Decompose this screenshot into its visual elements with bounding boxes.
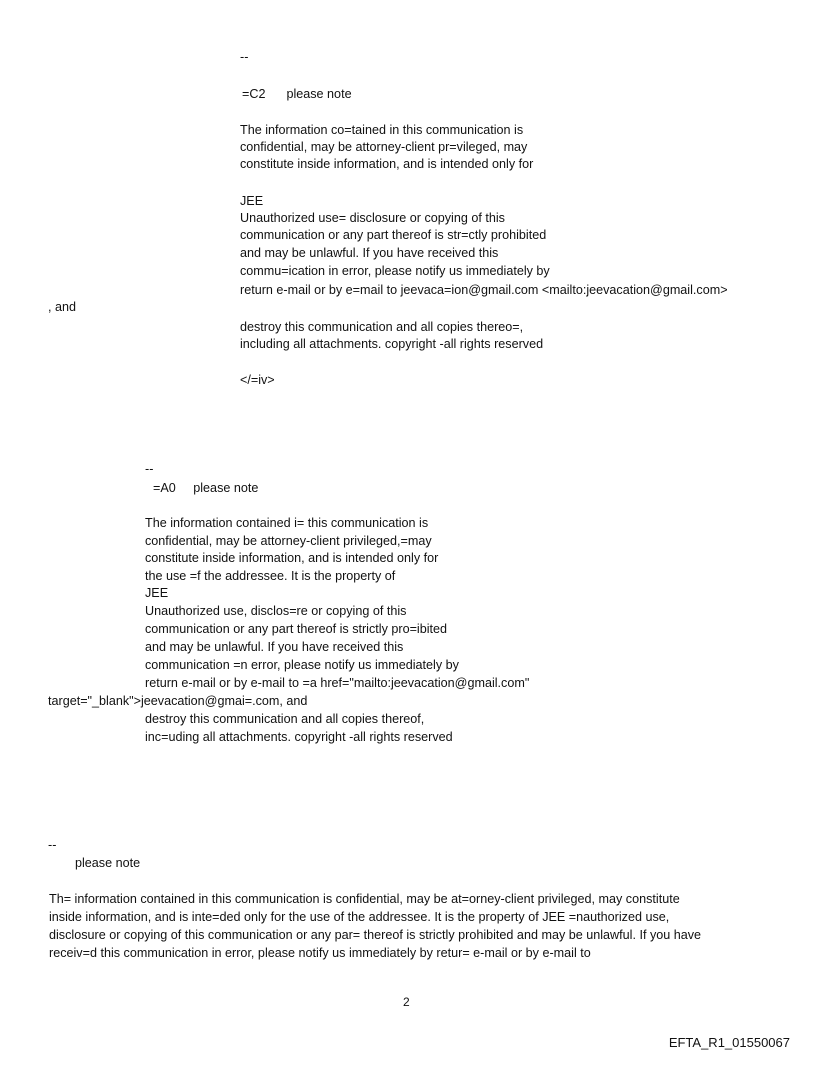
page-number: 2: [403, 995, 410, 1009]
notice-text-line: The information co=tained in this communication is: [240, 123, 524, 137]
notice-text-line: return e-mail or by e-mail to =a href="mailto:jeevacation@gmail.com": [145, 676, 530, 690]
document-id-footer: EFTA_R1_01550067: [668, 1035, 790, 1050]
notice-heading: please note: [75, 856, 141, 870]
notice-text-line: JEE: [240, 194, 264, 208]
separator-dashes: --: [240, 50, 249, 64]
separator-dashes: --: [48, 838, 57, 852]
notice-text-line: and may be unlawful. If you have received this: [145, 640, 404, 654]
notice-text-line: destroy this communication and all copies thereo=,: [240, 320, 524, 334]
notice-text-line: receiv=d this communication in error, please notify us immediately by retur= e-mail or by e-mail to: [49, 946, 591, 960]
notice-text-line: communication or any part thereof is str=ctly prohibited: [240, 228, 547, 242]
notice-text-line: communication or any part thereof is strictly pro=ibited: [145, 622, 448, 636]
notice-wrap-line: , and: [48, 300, 77, 314]
notice-text-line: and may be unlawful. If you have received this: [240, 246, 499, 260]
notice-text-line: constitute inside information, and is intended only for: [145, 551, 439, 565]
notice-text-line: inside information, and is inte=ded only for the use of the addressee. It is the property of JEE =nauthorized use,: [49, 910, 670, 924]
notice-text-line: JEE: [145, 586, 169, 600]
notice-text-line: the use =f the addressee. It is the property of: [145, 569, 396, 583]
notice-text-line: constitute inside information, and is intended only for: [240, 157, 534, 171]
notice-wrap-line: target="_blank">jeevacation@gmai=.com, and: [48, 694, 308, 708]
notice-text-line: inc=uding all attachments. copyright -all rights reserved: [145, 730, 453, 744]
notice-text-line: disclosure or copying of this communication or any par= thereof is strictly prohibited and may be unlawful. If you have: [49, 928, 702, 942]
notice-text-line: The information contained i= this communication is: [145, 516, 429, 530]
notice-text-line: commu=ication in error, please notify us immediately by: [240, 264, 550, 278]
notice-heading: =C2 please note: [242, 87, 352, 101]
notice-text-line: confidential, may be attorney-client pr=vileged, may: [240, 140, 528, 154]
notice-text-line: return e-mail or by e=mail to jeevaca=ion@gmail.com <mailto:jeevacation@gmail.com>: [240, 283, 728, 297]
notice-text-line: Unauthorized use, disclos=re or copying of this: [145, 604, 407, 618]
notice-text-line: Th= information contained in this communication is confidential, may be at=orney-client privileged, may constitute: [49, 892, 680, 906]
notice-heading: =A0 please note: [153, 481, 259, 495]
notice-text-line: Unauthorized use= disclosure or copying of this: [240, 211, 505, 225]
notice-text-line: confidential, may be attorney-client privileged,=may: [145, 534, 432, 548]
separator-dashes: --: [145, 462, 154, 476]
closing-tag: </=iv>: [240, 373, 275, 387]
notice-text-line: including all attachments. copyright -all rights reserved: [240, 337, 544, 351]
notice-text-line: communication =n error, please notify us immediately by: [145, 658, 459, 672]
notice-text-line: destroy this communication and all copies thereof,: [145, 712, 425, 726]
